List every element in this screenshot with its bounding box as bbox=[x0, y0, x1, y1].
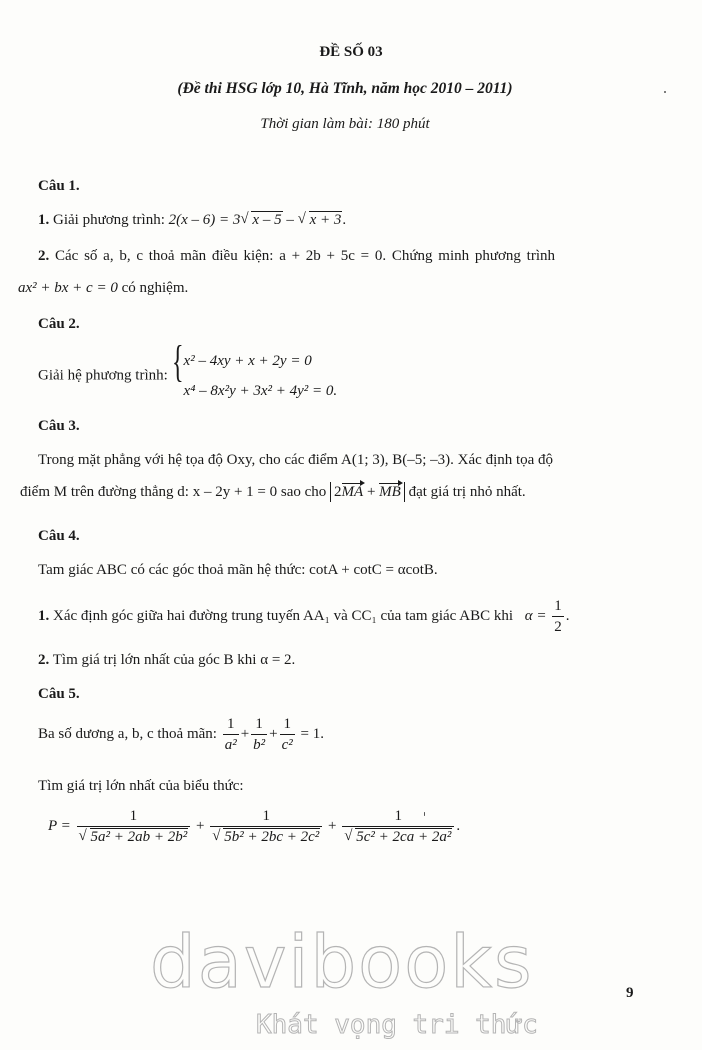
expression-lhs: P = bbox=[48, 818, 71, 834]
fraction-denominator: c² bbox=[280, 734, 295, 754]
exam-title: ĐỀ SỐ 03 bbox=[319, 44, 383, 60]
question-5-line-2: Tìm giá trị lớn nhất của biểu thức: bbox=[38, 778, 244, 794]
question-4-heading: Câu 4. bbox=[38, 528, 80, 544]
equation-system bbox=[171, 337, 338, 406]
question-4-part-2 bbox=[38, 652, 295, 669]
question-5-heading: Câu 5. bbox=[38, 686, 80, 702]
vector-magnitude bbox=[330, 482, 405, 502]
sqrt-denominator-3 bbox=[344, 829, 452, 846]
fraction-numerator: 1 bbox=[255, 716, 263, 732]
term-1 bbox=[77, 808, 191, 845]
question-3-line-1: Trong mặt phẳng với hệ tọa độ Oxy, cho các điểm A(1; 3), B(–5; –3). Xác định tọa độ bbox=[38, 452, 554, 468]
radicand: 5c² + 2ca + 2a² bbox=[356, 828, 452, 845]
part-text: Giải hệ phương trình: bbox=[38, 367, 168, 384]
term-denominator bbox=[77, 826, 191, 846]
term-denominator bbox=[210, 826, 322, 846]
exam-duration: Thời gian làm bài: 180 phút bbox=[260, 116, 430, 132]
sqrt-denominator-2 bbox=[212, 829, 320, 846]
part-number: 2. bbox=[38, 652, 50, 668]
fraction-numerator: 1 bbox=[226, 716, 235, 732]
question-2-body bbox=[38, 337, 338, 406]
fraction-denominator: 2 bbox=[552, 616, 564, 636]
term-numerator: 1 bbox=[394, 808, 403, 824]
page-number: 9 bbox=[626, 985, 634, 1001]
sqrt-term-2 bbox=[298, 212, 343, 229]
part-text: Giải phương trình: bbox=[53, 212, 165, 228]
line-text: điểm M trên đường thẳng d: x – 2y + 1 = 0 sao cho bbox=[20, 484, 327, 500]
part-text: Tìm giá trị lớn nhất của góc B khi α = 2. bbox=[52, 652, 296, 668]
fraction-one-half bbox=[552, 598, 564, 635]
line-text-end: đạt giá trị nhỏ nhất. bbox=[408, 484, 526, 500]
watermark-logo: davibooks bbox=[150, 920, 534, 1004]
equation-minus: – bbox=[282, 212, 298, 228]
question-1-part-1 bbox=[38, 212, 346, 229]
question-2-heading: Câu 2. bbox=[38, 316, 80, 332]
quadratic-equation: ax² + bx + c = 0 bbox=[18, 280, 118, 296]
left-brace-icon: { bbox=[171, 337, 184, 386]
question-5-expression bbox=[48, 808, 460, 845]
plus-sign: + bbox=[240, 726, 250, 742]
fraction-numerator: 1 bbox=[554, 598, 562, 614]
radicand-2: x + 3 bbox=[309, 212, 342, 228]
vector-plus: + bbox=[363, 484, 380, 500]
watermark-slogan: Khát vọng tri thức bbox=[256, 1010, 538, 1040]
line-text: Ba số dương a, b, c thoả mãn: bbox=[38, 726, 217, 742]
question-4-part-1 bbox=[38, 598, 570, 635]
fraction-c bbox=[280, 716, 295, 753]
plus-sign: + bbox=[328, 818, 337, 834]
fraction-denominator: a² bbox=[223, 734, 239, 754]
question-1-heading: Câu 1. bbox=[38, 178, 80, 194]
plus-sign: + bbox=[269, 726, 278, 742]
equation-end: = 1. bbox=[300, 726, 325, 742]
term-numerator: 1 bbox=[262, 808, 271, 824]
part-tail: có nghiệm. bbox=[121, 280, 189, 296]
term-2 bbox=[210, 808, 322, 845]
system-equation-1: x² – 4xy + x + 2y = 0 bbox=[183, 353, 312, 369]
part-end: . bbox=[565, 607, 570, 624]
vector-ma: MA bbox=[341, 484, 364, 500]
radicand-1: x – 5 bbox=[252, 212, 282, 228]
part-number: 1. bbox=[38, 212, 50, 228]
term-numerator: 1 bbox=[129, 808, 138, 824]
part-number: 2. bbox=[38, 248, 50, 264]
plus-sign: + bbox=[196, 818, 205, 834]
system-end: . bbox=[333, 383, 338, 399]
equation-lhs: 2(x – 6) = 3 bbox=[168, 212, 241, 228]
scan-speck bbox=[424, 812, 425, 816]
system-equation-2-text: x⁴ – 8x²y + 3x² + 4y² = 0 bbox=[183, 383, 334, 399]
vector-mb: MB bbox=[379, 484, 401, 500]
exam-subtitle: (Đề thi HSG lớp 10, Hà Tĩnh, năm học 2010 – 2011) bbox=[177, 80, 513, 97]
sqrt-denominator-1 bbox=[79, 829, 189, 846]
question-3-heading: Câu 3. bbox=[38, 418, 80, 434]
part-number: 1. bbox=[38, 607, 50, 624]
fraction-a bbox=[223, 716, 239, 753]
part-text: Các số a, b, c thoả mãn điều kiện: a + 2b + 5c = 0. Chứng minh phương trình bbox=[55, 248, 555, 264]
fraction-denominator: b² bbox=[251, 734, 267, 754]
term-3 bbox=[342, 808, 454, 845]
question-1-part-2 bbox=[38, 248, 663, 265]
system-equation-2 bbox=[184, 376, 338, 406]
question-3-line-2 bbox=[20, 482, 526, 502]
question-1-part-2-eq bbox=[18, 280, 188, 297]
part-text: Xác định góc giữa hai đường trung tuyến AA₁ và CC₁ của tam giác ABC khi bbox=[53, 607, 513, 624]
question-5-line-1 bbox=[38, 716, 324, 753]
fraction-b bbox=[251, 716, 267, 753]
expression-end: . bbox=[456, 818, 461, 834]
alpha-condition: α = bbox=[524, 607, 547, 624]
radicand: 5b² + 2bc + 2c² bbox=[224, 828, 320, 845]
equation-end: . bbox=[342, 212, 347, 228]
radicand: 5a² + 2ab + 2b² bbox=[90, 828, 188, 845]
sqrt-term-1 bbox=[240, 212, 282, 229]
vector-coefficient: 2 bbox=[334, 484, 342, 500]
fraction-numerator: 1 bbox=[283, 716, 291, 732]
term-denominator bbox=[342, 826, 454, 846]
scan-speck bbox=[664, 91, 666, 93]
question-4-line-1: Tam giác ABC có các góc thoả mãn hệ thức: cotA + cotC = αcotB. bbox=[38, 562, 438, 578]
